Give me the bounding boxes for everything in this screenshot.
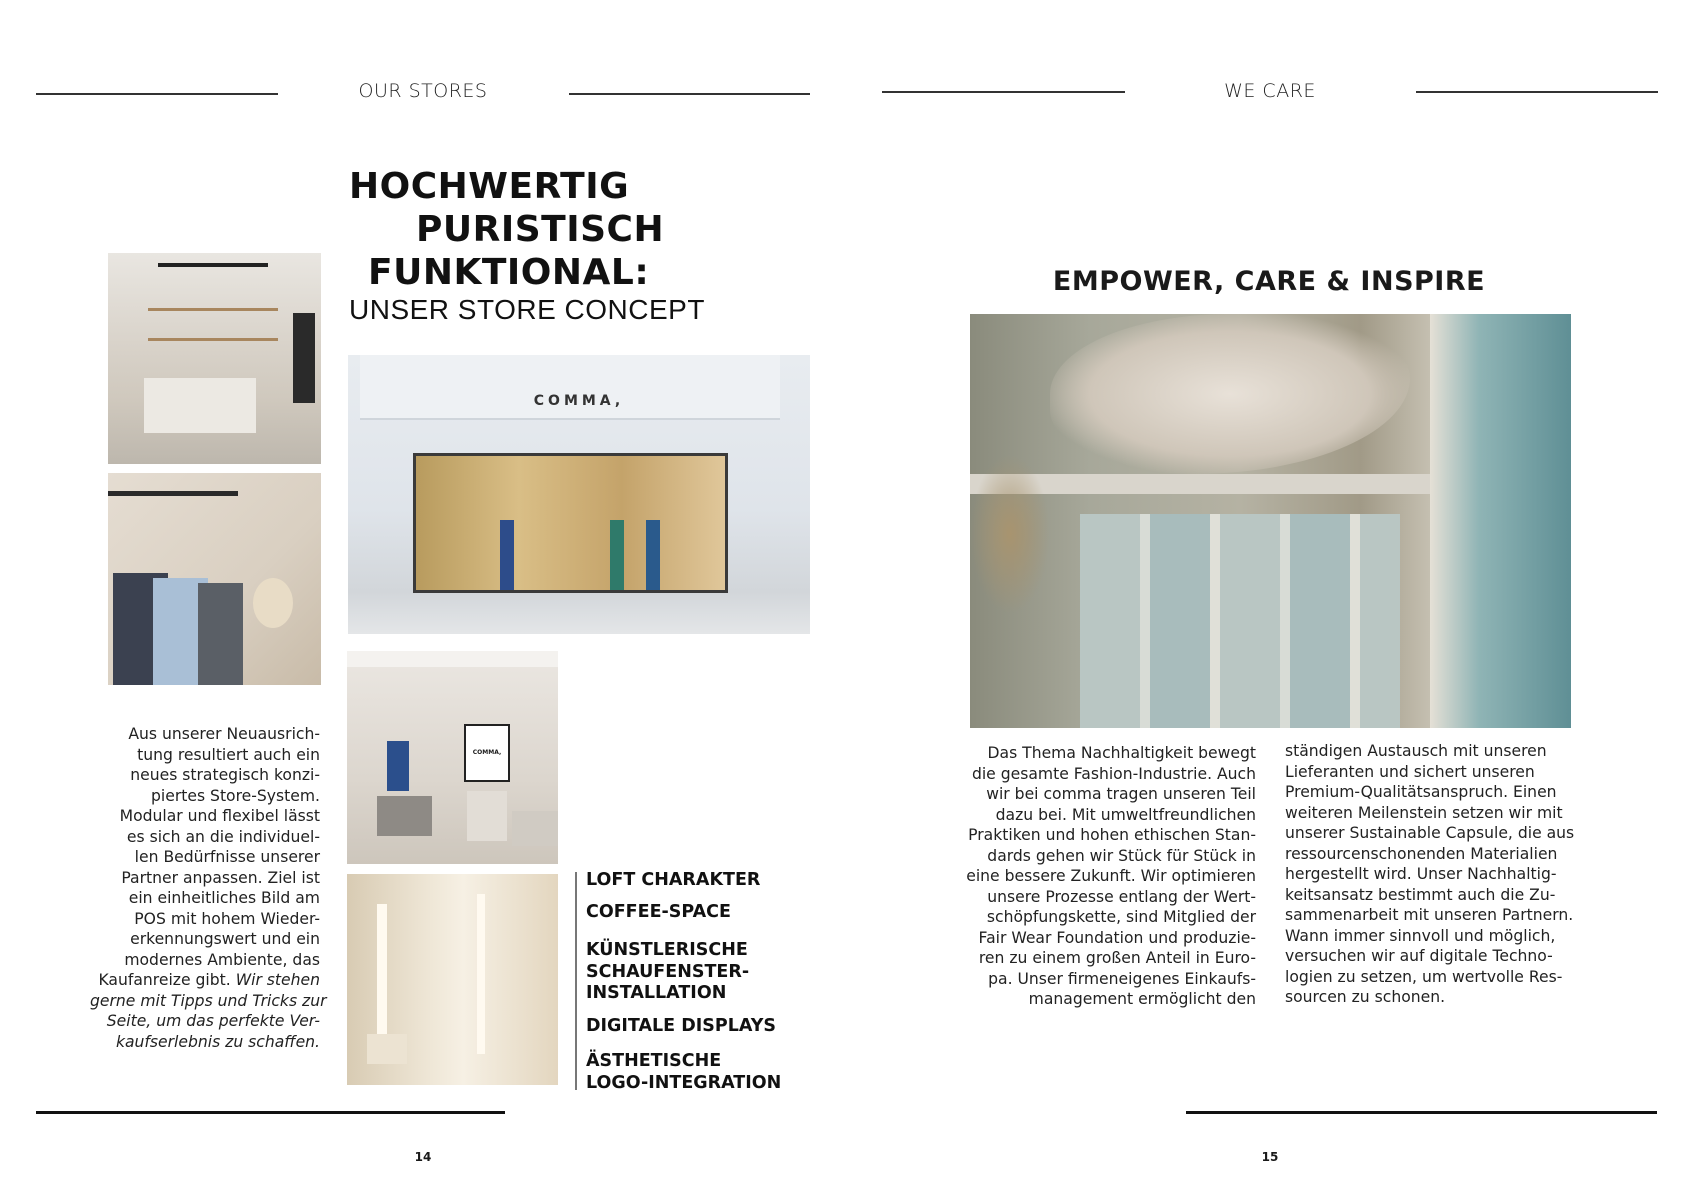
we-care-heading: EMPOWER, CARE & INSPIRE xyxy=(1052,266,1486,297)
body-line: erkennungswert und ein xyxy=(130,930,320,948)
body-line: keitsansatz bestimmt auch die Zu- xyxy=(1285,885,1556,904)
sustainability-text-col2 xyxy=(1285,741,1585,1008)
feature-line: INSTALLATION xyxy=(586,983,727,1003)
body-line: eine bessere Zukunft. Wir optimieren xyxy=(966,867,1256,885)
feature-item xyxy=(586,1051,781,1094)
header-rule-right xyxy=(1416,91,1658,93)
body-line: es sich an die individuel- xyxy=(126,827,320,846)
body-line: Lieferanten und sichert unseren xyxy=(1285,762,1535,781)
body-line: Wann immer sinnvoll und möglich, xyxy=(1285,926,1556,945)
feature-line: KÜNSTLERISCHE xyxy=(586,940,748,960)
body-line: dazu bei. Mit umweltfreundlichen xyxy=(995,805,1256,824)
body-line: sourcen zu schonen. xyxy=(1285,988,1446,1006)
store-concept-body-text xyxy=(90,724,327,1052)
body-line: wir bei comma tragen unseren Teil xyxy=(986,785,1256,803)
footer-rule-right xyxy=(1186,1111,1657,1114)
body-line: ein einheitliches Bild am xyxy=(128,889,320,907)
sustainability-text-col1 xyxy=(960,743,1256,1010)
fitting-room-image xyxy=(347,874,558,1085)
header-rule-left xyxy=(36,93,278,95)
body-line: Premium-Qualitätsanspruch. Einen xyxy=(1285,783,1557,801)
feature-item: LOFT CHARAKTER xyxy=(586,870,761,890)
body-line: Das Thema Nachhaltigkeit bewegt xyxy=(987,744,1256,762)
section-title-our-stores: OUR STORES xyxy=(358,80,488,102)
footer-rule-left xyxy=(36,1111,505,1114)
body-line xyxy=(90,970,320,991)
body-line: logien zu setzen, um wertvolle Res- xyxy=(1285,967,1563,986)
body-text-regular: Kaufanreize gibt. xyxy=(98,971,236,989)
feature-item xyxy=(586,940,749,1005)
body-line: piertes Store-System. xyxy=(151,786,320,805)
body-line: modernes Ambiente, das xyxy=(124,950,320,969)
section-title-we-care: WE CARE xyxy=(1224,80,1316,102)
body-line: management ermöglicht den xyxy=(1028,990,1256,1008)
feature-line: ÄSTHETISCHE xyxy=(586,1051,722,1071)
feature-item: DIGITALE DISPLAYS xyxy=(586,1016,776,1036)
headline-line-2: PURISTISCH xyxy=(416,209,665,250)
feature-item: COFFEE-SPACE xyxy=(586,902,731,922)
body-line: len Bedürfnisse unserer xyxy=(134,848,320,866)
body-line-italic: gerne mit Tipps und Tricks zur xyxy=(90,991,327,1010)
display-sign: COMMA, xyxy=(464,724,510,782)
body-line: Modular und flexibel lässt xyxy=(119,807,320,825)
header-rule-right xyxy=(882,91,1125,93)
page-number-right: 15 xyxy=(1261,1150,1279,1164)
page-number-left: 14 xyxy=(414,1150,432,1164)
header-rule-left xyxy=(569,93,810,95)
body-line: ren zu einem großen Anteil in Euro- xyxy=(978,949,1256,967)
body-line: Aus unserer Neuausrich- xyxy=(128,725,320,743)
aerial-landscape-image xyxy=(970,314,1571,728)
headline-line-1: HOCHWERTIG xyxy=(349,166,630,207)
body-line: versuchen wir auf digitale Techno- xyxy=(1285,947,1553,965)
store-interior-shelves-image xyxy=(108,253,321,464)
body-line: Fair Wear Foundation und produzie- xyxy=(978,928,1256,947)
body-line: POS mit hohem Wieder- xyxy=(134,909,320,928)
subheadline: UNSER STORE CONCEPT xyxy=(349,294,705,325)
body-text-italic: Wir stehen xyxy=(235,971,320,989)
clothing-rack-image xyxy=(108,473,321,685)
body-line: hergestellt wird. Unser Nachhaltig- xyxy=(1285,865,1557,883)
body-line: unserer Sustainable Capsule, die aus xyxy=(1285,824,1575,842)
body-line: sammenarbeit mit unseren Partnern. xyxy=(1285,906,1574,924)
body-line-italic: kaufserlebnis zu schaffen. xyxy=(115,1032,320,1051)
storefront-image xyxy=(348,355,810,634)
body-line: pa. Unser firmeneigenes Einkaufs- xyxy=(988,969,1256,988)
body-line: neues strategisch konzi- xyxy=(130,766,320,784)
body-line: ständigen Austausch mit unseren xyxy=(1285,742,1547,760)
body-line: dards gehen wir Stück für Stück in xyxy=(987,846,1256,865)
body-line: weiteren Meilenstein setzen wir mit xyxy=(1285,803,1563,822)
body-line: Partner anpassen. Ziel ist xyxy=(121,868,320,887)
body-line: die gesamte Fashion-Industrie. Auch xyxy=(971,764,1256,783)
body-line: ressourcenschonenden Materialien xyxy=(1285,844,1558,863)
feature-list-rule xyxy=(575,872,577,1090)
body-line: tung resultiert auch ein xyxy=(137,745,320,764)
body-line-italic: Seite, um das perfekte Ver- xyxy=(106,1012,320,1030)
storefront-sign: COMMA, xyxy=(533,393,625,409)
body-line: schöpfungskette, sind Mitglied der xyxy=(986,908,1256,926)
feature-line: LOGO-INTEGRATION xyxy=(586,1072,782,1093)
feature-line: SCHAUFENSTER- xyxy=(586,961,750,982)
body-line: unsere Prozesse entlang der Wert- xyxy=(987,887,1256,906)
body-line: Praktiken und hohen ethischen Stan- xyxy=(968,826,1256,844)
store-display-screen-image xyxy=(347,651,558,864)
headline-line-3: FUNKTIONAL: xyxy=(368,252,650,293)
